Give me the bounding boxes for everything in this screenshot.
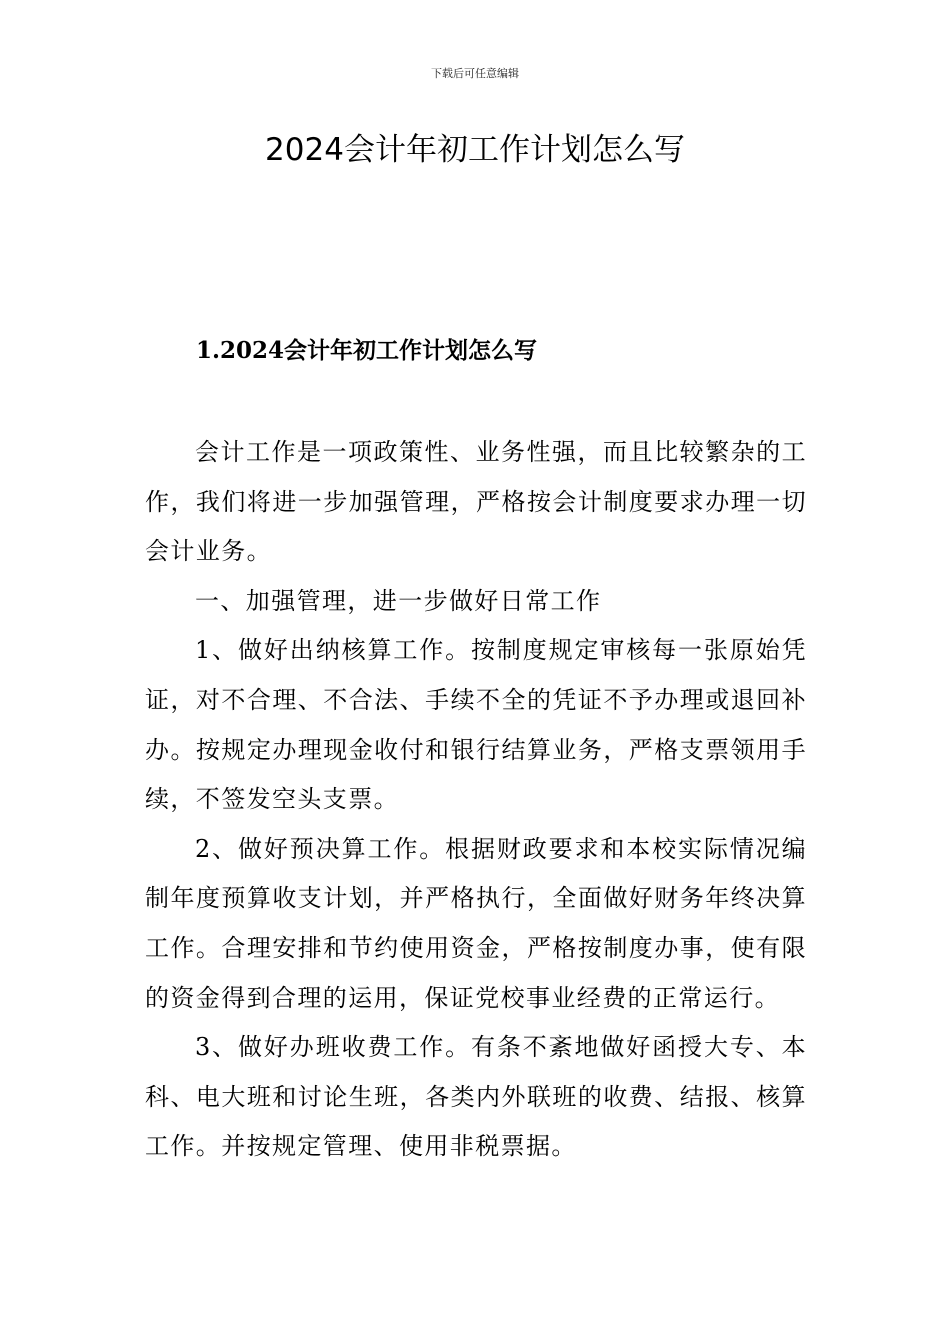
document-title: 2024会计年初工作计划怎么写	[265, 132, 685, 168]
subheading-paragraph: 一、加强管理，进一步做好日常工作	[195, 586, 602, 615]
item-1-paragraph: 1、做好出纳核算工作。按制度规定审核每一张原始凭证，对不合理、不合法、手续不全的凭证不予办理或退回补办。按规定办理现金收付和银行结算业务，严格支票领用手续，不签发空头支票。	[145, 636, 807, 814]
header-note: 下载后可任意编辑	[431, 67, 519, 80]
item-3-paragraph: 3、做好办班收费工作。有条不紊地做好函授大专、本科、电大班和讨论生班，各类内外联班的收费、结报、核算工作。并按规定管理、使用非税票据。	[145, 1033, 807, 1161]
intro-paragraph: 会计工作是一项政策性、业务性强，而且比较繁杂的工作，我们将进一步加强管理，严格按会计制度要求办理一切会计业务。	[145, 438, 807, 566]
section-heading: 1.2024会计年初工作计划怎么写	[196, 337, 538, 364]
item-2-paragraph: 2、做好预决算工作。根据财政要求和本校实际情况编制年度预算收支计划，并严格执行，全面做好财务年终决算工作。合理安排和节约使用资金，严格按制度办事，使有限的资金得到合理的运用，保证党校事业经费的正常运行。	[145, 834, 807, 1012]
document-body	[145, 428, 807, 1172]
